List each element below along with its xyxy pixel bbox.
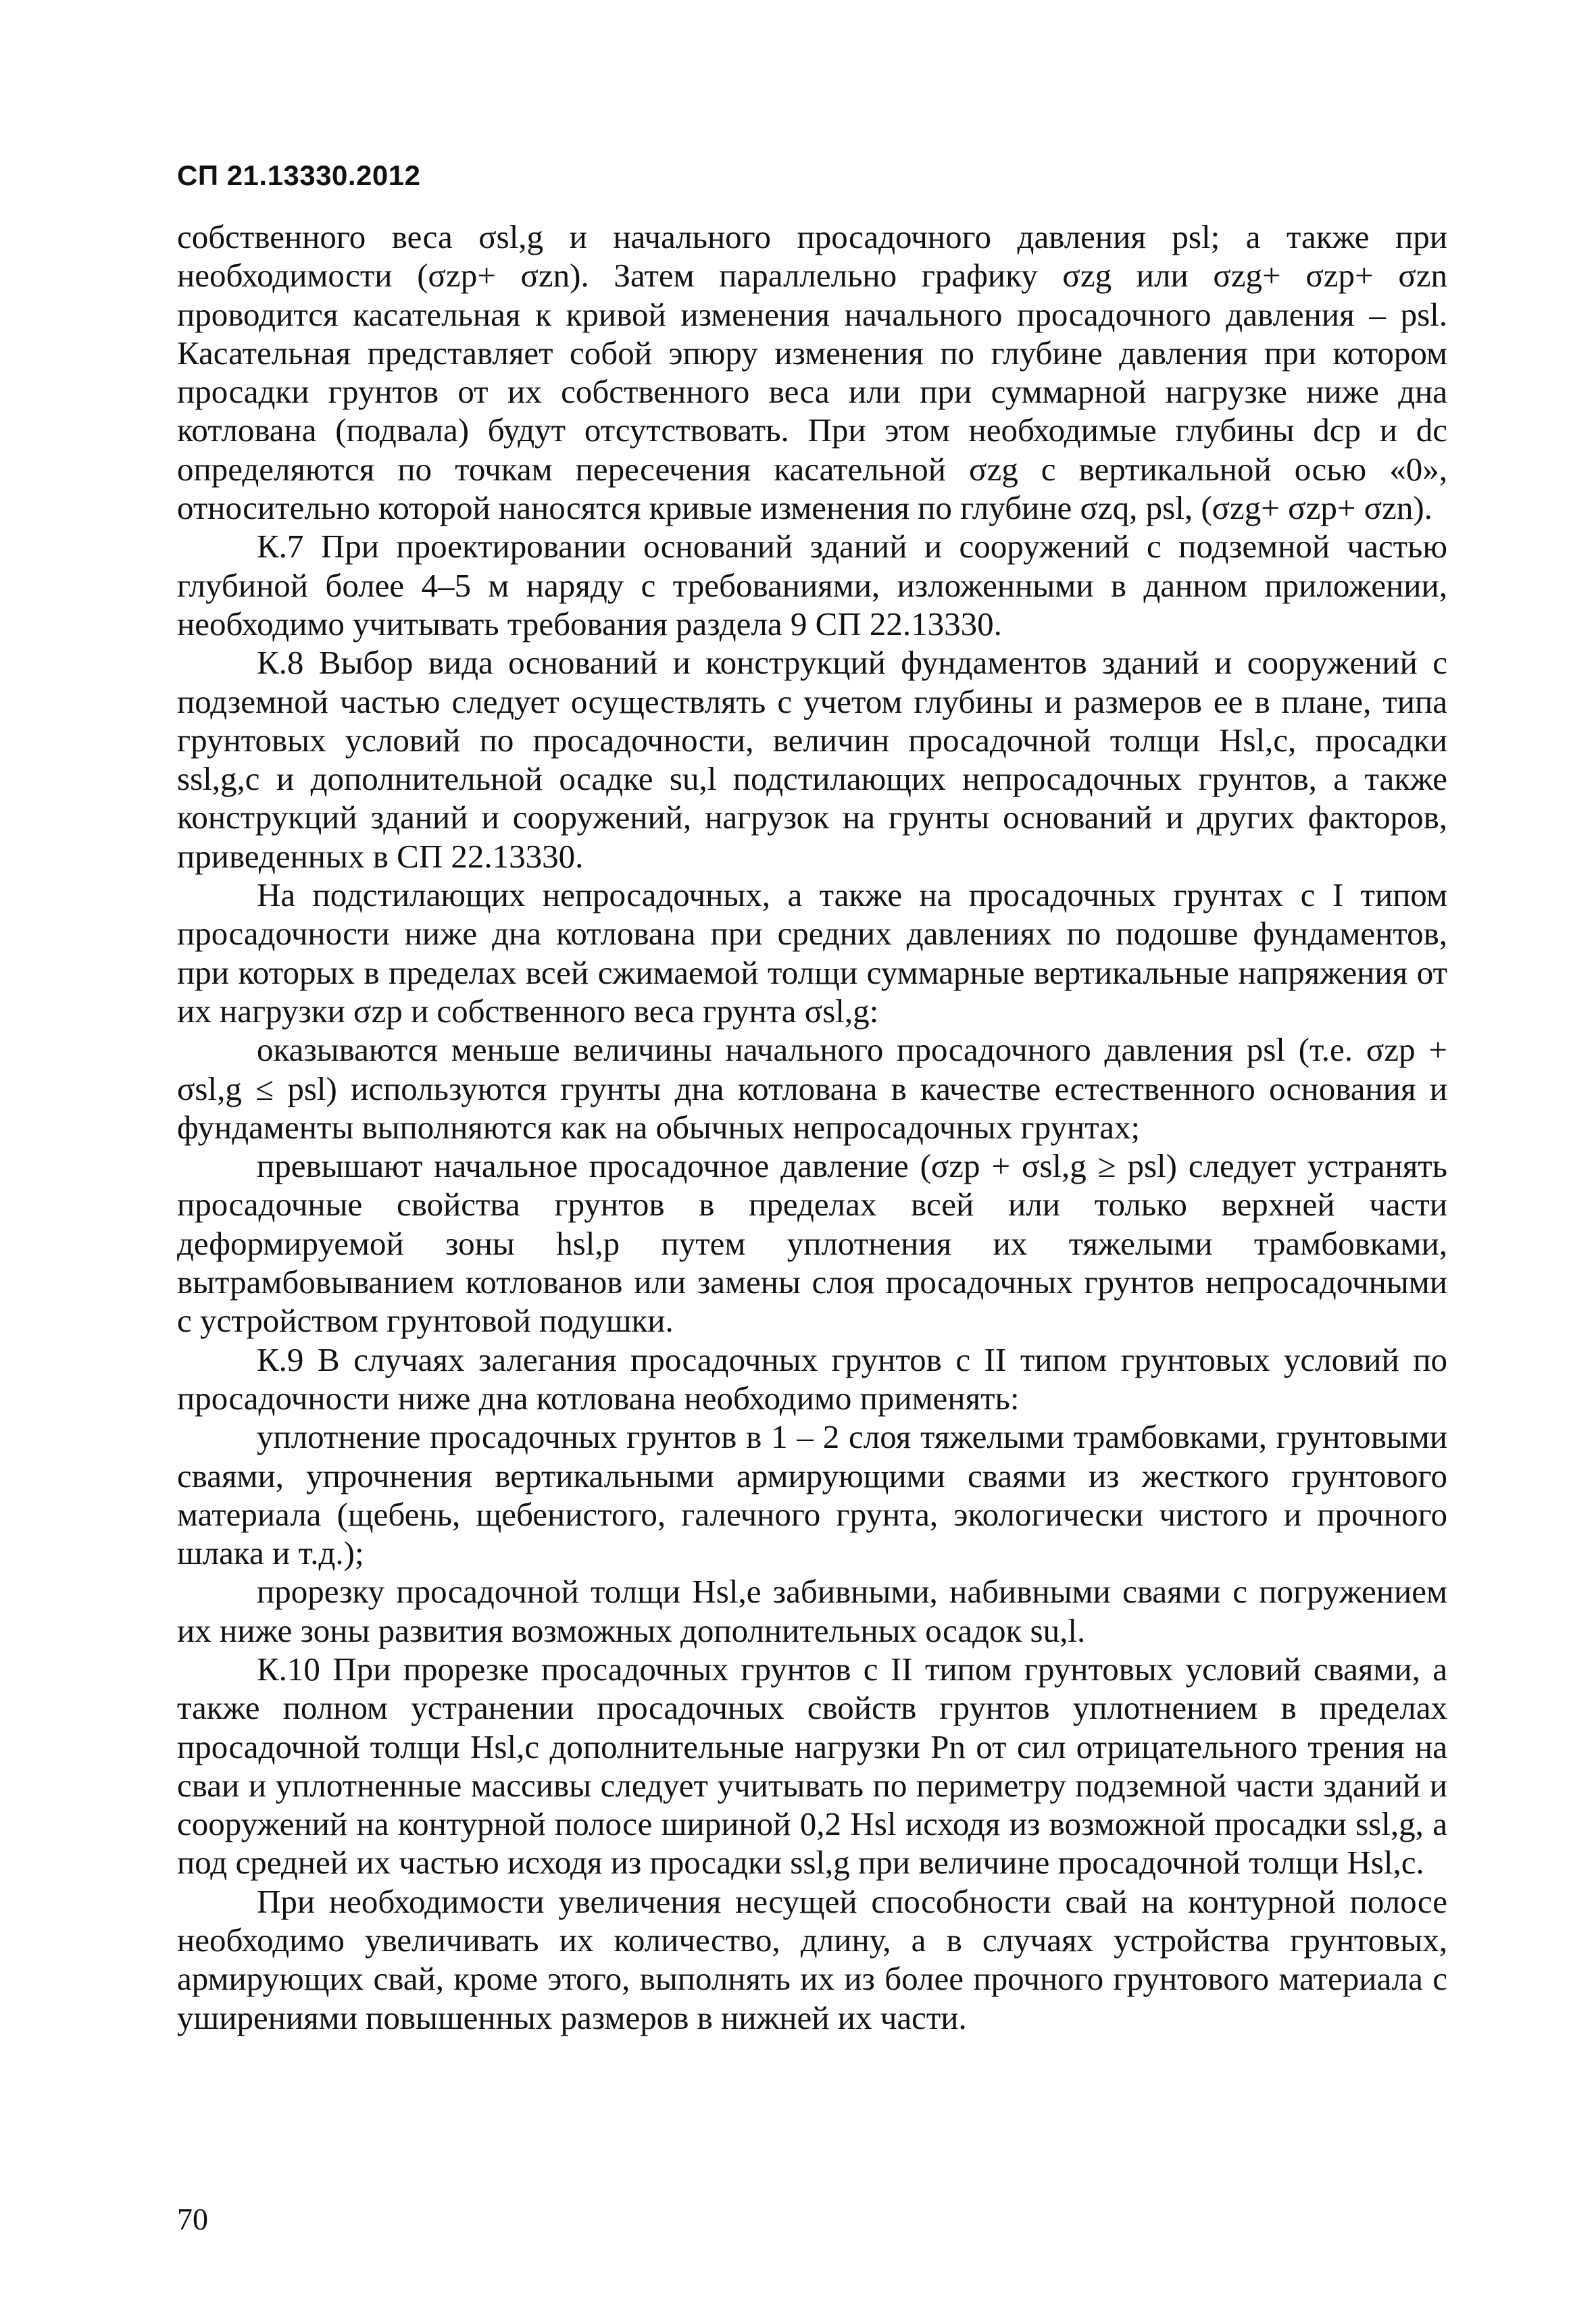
paragraph-k9: К.9 В случаях залегания просадочных грунтов с II типом грунтовых условий по просадочности ниже дна котлована необходимо применять: [177, 1340, 1447, 1417]
document-code-header: СП 21.13330.2012 [177, 159, 421, 191]
paragraph-k10: К.10 При прорезке просадочных грунтов с II типом грунтовых условий сваями, а также полном устранении просадочных свойств грунтов уплотнением в пределах просадочной толщи Hsl,c дополнительные нагрузки Pn от сил отрицательного трения на сваи и уплотненные массивы следует учитывать по периметру подземной части зданий и сооружений на контурной полосе шириной 0,2 Hsl исходя из возможной просадки ssl,g, а под средней их частью исходя из просадки ssl,g при величине просадочной толщи Hsl,c. [177, 1650, 1447, 1882]
paragraph-continuation: собственного веса σsl,g и начального просадочного давления psl; а также при необходимости (σzp+ σzn). Затем параллельно графику σzg или σzg+ σzp+ σzn проводится касательная к кривой изменения начального просадочного давления – psl. Касательная представляет собой эпюру изменения по глубине давления при котором просадки грунтов от их собственного веса или при суммарной нагрузке ниже дна котлована (подвала) будут отсутствовать. При этом необходимые глубины dcp и dc определяются по точкам пересечения касательной σzg с вертикальной осью «0», относительно которой наносятся кривые изменения по глубине σzq, psl, (σzg+ σzp+ σzn). [177, 218, 1447, 527]
paragraph-cutting: прорезку просадочной толщи Hsl,e забивными, набивными сваями с погружением их ниже зоны развития возможных дополнительных осадок su,l. [177, 1573, 1447, 1649]
paragraph-k8: К.8 Выбор вида оснований и конструкций фундаментов зданий и сооружений с подземной частью следует осуществлять с учетом глубины и размеров ее в плане, типа грунтовых условий по просадочности, величин просадочной толщи Hsl,c, просадки ssl,g,c и дополнительной осадке su,l подстилающих непросадочных грунтов, а также конструкций зданий и сооружений, нагрузок на грунты оснований и других факторов, приведенных в СП 22.13330. [177, 644, 1447, 875]
paragraph-compaction: уплотнение просадочных грунтов в 1 – 2 слоя тяжелыми трамбовками, грунтовыми сваями, упрочнения вертикальными армирующими сваями из жесткого грунтового материала (щебень, щебенистого, галечного грунта, экологически чистого и прочного шлака и т.д.); [177, 1418, 1447, 1572]
paragraph-exceed: превышают начальное просадочное давление (σzp + σsl,g ≥ psl) следует устранять просадочные свойства грунтов в пределах всей или только верхней части деформируемой зоны hsl,p путем уплотнения их тяжелыми трамбовками, вытрамбовыванием котлованов или замены слоя просадочных грунтов непросадочными с устройством грунтовой подушки. [177, 1147, 1447, 1340]
paragraph-nonsubsiding: На подстилающих непросадочных, а также на просадочных грунтах с I типом просадочности ниже дна котлована при средних давлениях по подошве фундаментов, при которых в пределах всей сжимаемой толщи суммарные вертикальные напряжения от их нагрузки σzp и собственного веса грунта σsl,g: [177, 876, 1447, 1030]
paragraph-bearing-capacity: При необходимости увеличения несущей способности свай на контурной полосе необходимо увеличивать их количество, длину, а в случаях устройства грунтовых, армирующих свай, кроме этого, выполнять их из более прочного грунтового материала с уширениями повышенных размеров в нижней их части. [177, 1882, 1447, 2036]
body-text [177, 218, 1447, 2037]
page-number: 70 [177, 2202, 208, 2236]
paragraph-less-than: оказываются меньше величины начального просадочного давления psl (т.е. σzp + σsl,g ≤ psl) используются грунты дна котлована в качестве естественного основания и фундаменты выполняются как на обычных непросадочных грунтах; [177, 1031, 1447, 1146]
paragraph-k7: К.7 При проектировании оснований зданий и сооружений с подземной частью глубиной более 4–5 м наряду с требованиями, изложенными в данном приложении, необходимо учитывать требования раздела 9 СП 22.13330. [177, 528, 1447, 643]
